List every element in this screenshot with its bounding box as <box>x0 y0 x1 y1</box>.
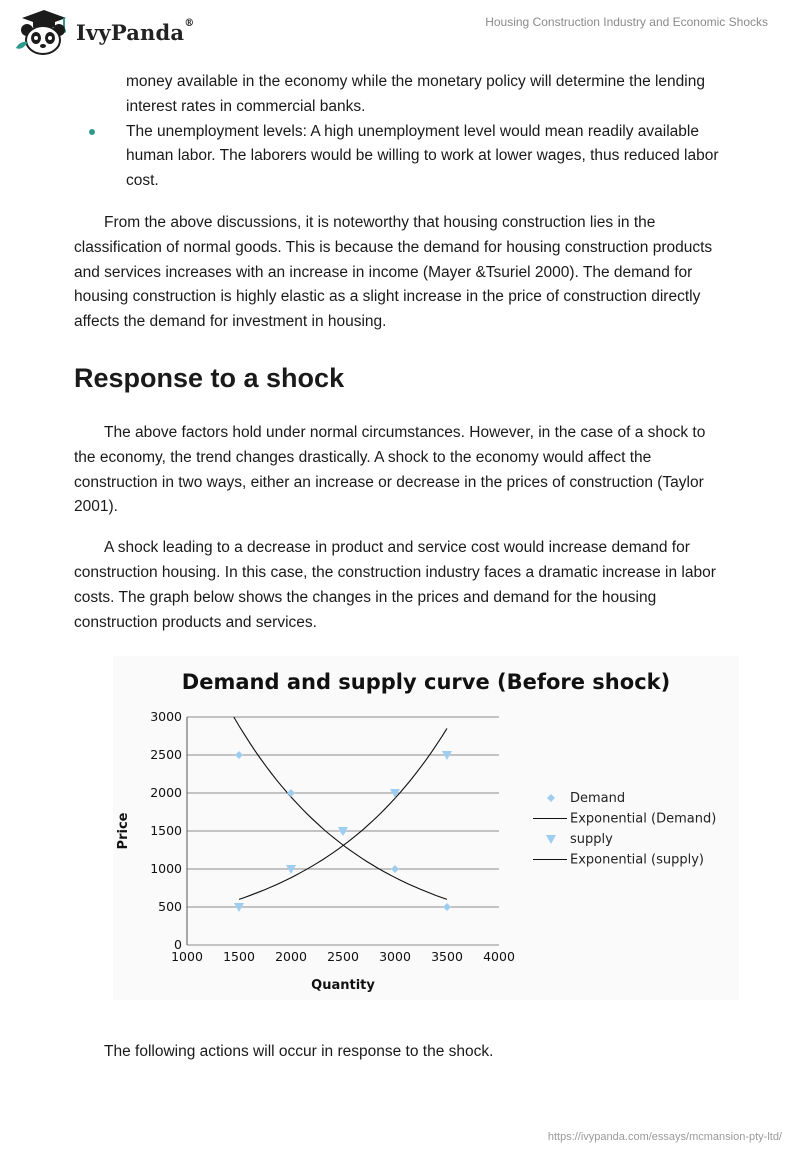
x-tick-label: 4000 <box>483 949 515 964</box>
chart-title: Demand and supply curve (Before shock) <box>181 670 671 694</box>
brand-name: IvyPanda® <box>76 17 195 45</box>
y-tick-label: 500 <box>158 899 182 914</box>
paragraph: The following actions will occur in response to the shock. <box>104 1043 494 1060</box>
y-tick-label: 2000 <box>150 785 182 800</box>
legend-label: Exponential (supply) <box>570 852 704 868</box>
data-point <box>443 903 451 911</box>
data-point <box>235 751 243 759</box>
paragraph: A shock leading to a decrease in product and service cost would increase demand for construction housing. In this case, the construction industry faces a dramatic increase in labor costs. The graph below shows the changes in the prices and demand for the housing construction products and services. <box>74 539 716 631</box>
x-tick-label: 2000 <box>275 949 307 964</box>
list-item: money available in the economy while the monetary policy will determine the lending interest rates in commercial banks. <box>126 73 705 115</box>
trend-line <box>234 717 447 899</box>
x-tick-label: 3000 <box>379 949 411 964</box>
bullet-list <box>74 70 726 194</box>
page-header <box>0 0 800 60</box>
trend-line <box>239 728 447 899</box>
section-heading: Response to a shock <box>74 362 345 393</box>
legend-label: Demand <box>570 791 626 806</box>
data-point <box>287 789 295 797</box>
legend-label: Exponential (Demand) <box>570 811 717 827</box>
chart-svg <box>113 656 739 1000</box>
x-tick-label: 1000 <box>171 949 203 964</box>
list-item: The unemployment levels: A high unemployment level would mean readily available human labor. The laborers would be willing to work at lower wages, thus reduced labor cost. <box>126 120 726 194</box>
paragraph: From the above discussions, it is noteworthy that housing construction lies in the classification of normal goods. This is because the demand for housing construction products and services increases with an increase in income (Mayer &Tsuriel 2000). The demand for housing construction is highly elastic as a slight increase in the price of construction directly affects the demand for investment in housing. <box>74 213 713 331</box>
y-tick-label: 0 <box>174 937 182 952</box>
source-url[interactable]: https://ivypanda.com/essays/mcmansion-pty-ltd/ <box>547 1131 782 1143</box>
article-body <box>74 70 726 635</box>
y-tick-label: 1500 <box>150 823 182 838</box>
y-axis-label: Price <box>116 812 131 850</box>
demand-supply-chart <box>113 656 739 1000</box>
x-axis-label: Quantity <box>311 978 375 993</box>
y-tick-label: 1000 <box>150 861 182 876</box>
x-tick-label: 3500 <box>431 949 463 964</box>
x-tick-label: 1500 <box>223 949 255 964</box>
legend-marker <box>546 835 556 844</box>
panda-graduate-icon <box>14 8 72 56</box>
paragraph: The above factors hold under normal circumstances. However, in the case of a shock to the economy, the trend changes drastically. A shock to the economy would affect the construction in two ways, either an increase or decrease in the prices of construction (Taylor 2001). <box>74 423 706 516</box>
y-tick-label: 2500 <box>150 747 182 762</box>
legend-marker <box>547 794 555 802</box>
legend-label: supply <box>570 832 613 847</box>
document-title: Housing Construction Industry and Economic Shocks <box>485 15 768 29</box>
ivypanda-logo[interactable] <box>14 8 214 56</box>
y-tick-label: 3000 <box>150 709 182 724</box>
x-tick-label: 2500 <box>327 949 359 964</box>
data-point <box>391 865 399 873</box>
